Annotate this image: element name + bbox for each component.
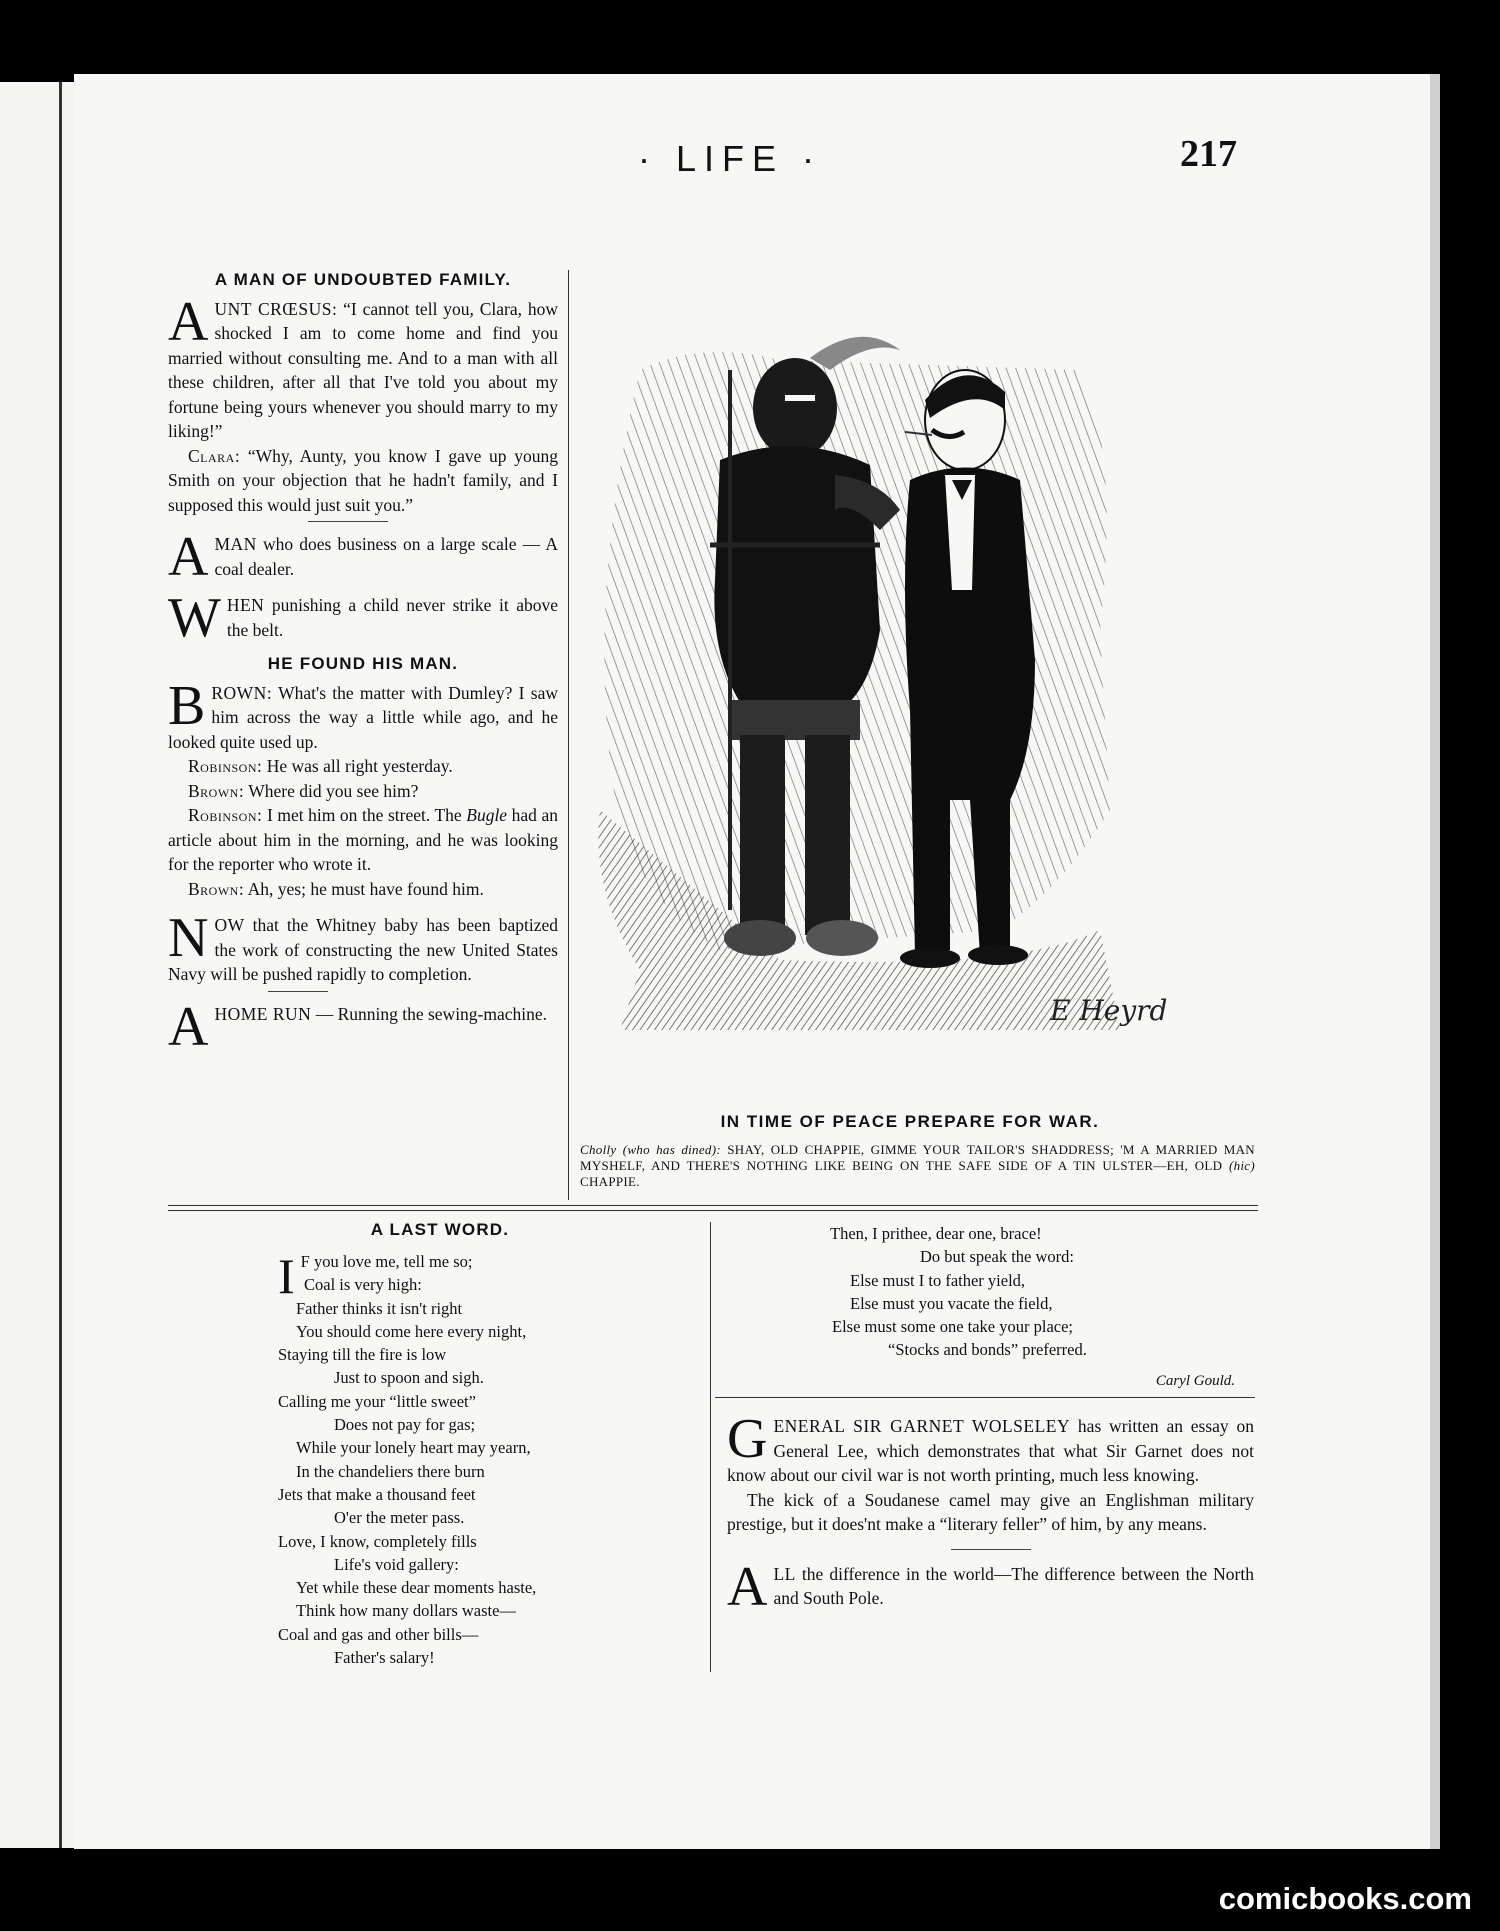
joke <box>168 526 558 588</box>
speaker: Brown: <box>188 780 245 801</box>
paragraph: The kick of a Soudanese camel may give an Englishman military prestige, but it does'nt make a “literary feller” of him, by any means. <box>727 1489 1254 1534</box>
text: ENERAL SIR GARNET WOLSELEY <box>773 1416 1071 1436</box>
drop-cap: W <box>168 587 221 649</box>
poem-line: Does not pay for gas; <box>334 1415 476 1435</box>
text: HOME RUN <box>214 1003 312 1024</box>
drop-cap: I <box>278 1248 295 1304</box>
facing-page-edge <box>0 82 74 1848</box>
cartoon-title: IN TIME OF PEACE PREPARE FOR WAR. <box>720 1112 1100 1131</box>
text: punishing a child never strike it above the belt. <box>226 595 558 640</box>
poem-line: Yet while these dear moments haste, <box>296 1578 537 1598</box>
paragraph <box>168 290 558 444</box>
poem-line: Life's void gallery: <box>334 1554 459 1574</box>
poem-line: Love, I know, completely fills <box>278 1531 477 1551</box>
text: HEN <box>226 595 265 615</box>
poem-line: Coal and gas and other bills— <box>278 1624 479 1644</box>
drop-cap: A <box>168 995 209 1058</box>
divider <box>268 991 328 992</box>
drop-cap: A <box>727 1555 768 1618</box>
text: “Why, Aunty, you know I gave up young Smith on your objection that he hadn't family, and I supposed this would just suit you.” <box>168 445 558 515</box>
paragraph <box>168 803 558 877</box>
text: LL <box>773 1563 796 1584</box>
poem-left <box>278 1250 608 1669</box>
poem-line: Coal is very high: <box>304 1275 422 1295</box>
column-rule <box>710 1222 711 1672</box>
poem-line: “Stocks and bonds” preferred. <box>888 1340 1087 1360</box>
text: — Running the sewing-machine. <box>311 1003 548 1024</box>
text: Where did you see him? <box>244 780 419 801</box>
gutter-line <box>59 82 62 1848</box>
text: SHAY, OLD CHAPPIE, GIMME YOUR TAILOR'S SHADDRESS; 'M A MARRIED MAN MYSHELF, AND THERE'S NOTHING LIKE BEING ON THE SAFE SIDE OF A TIN ULSTER—EH, OLD <box>580 1142 1255 1173</box>
poem-line: Think how many dollars waste— <box>296 1601 516 1621</box>
poem-line: O'er the meter pass. <box>334 1508 465 1528</box>
speaker: Robinson: <box>188 805 263 825</box>
text: What's the matter with Dumley? I saw him across the way a little while ago, and he looked quite used up. <box>168 682 558 752</box>
newspaper-name: Bugle <box>466 805 508 825</box>
paragraph <box>168 779 558 804</box>
text: CHAPPIE. <box>580 1174 640 1189</box>
artist-signature: E Heyrd <box>1050 994 1168 1027</box>
poem-line: Then, I prithee, dear one, brace! <box>830 1224 1042 1243</box>
paragraph <box>168 444 558 518</box>
column-rule <box>568 270 569 1200</box>
poem-line: Just to spoon and sigh. <box>334 1368 484 1388</box>
divider <box>308 521 388 522</box>
drop-cap: A <box>168 290 209 353</box>
drop-cap: G <box>727 1408 768 1470</box>
text: I met him on the street. The <box>262 805 467 825</box>
right-column <box>727 1408 1254 1618</box>
poem-line: Else must you vacate the field, <box>850 1293 1053 1313</box>
cartoon-caption <box>580 1142 1255 1190</box>
text: MAN <box>214 534 257 554</box>
page-edge <box>1430 74 1440 1849</box>
text: has written an essay on General Lee, which demonstrates that what Sir Garnet does not know about our civil war is not worth printing, much less knowing. <box>727 1416 1254 1485</box>
speaker: ROWN: <box>211 682 273 703</box>
poem-right <box>830 1222 1250 1393</box>
article-title: A MAN OF UNDOUBTED FAMILY. <box>214 270 512 289</box>
text: the difference in the world—The difference between the North and South Pole. <box>773 1563 1254 1608</box>
joke <box>727 1555 1254 1618</box>
speaker: Robinson: <box>188 756 263 776</box>
joke <box>168 587 558 649</box>
divider <box>951 1549 1031 1550</box>
poem-line: Calling me your “little sweet” <box>278 1391 476 1411</box>
poem-line: Else must some one take your place; <box>832 1317 1074 1337</box>
poem-line: Else must I to father yield, <box>850 1270 1026 1290</box>
poem-line: Do but speak the word: <box>920 1247 1074 1267</box>
paragraph <box>727 1408 1254 1488</box>
text: that the Whitney baby has been baptized the work of constructing the new United States Navy will be pushed rapidly to completion. <box>168 915 558 984</box>
text: who does business on a large scale — A coal dealer. <box>214 534 558 579</box>
poem-line: In the chandeliers there burn <box>296 1461 485 1481</box>
speaker: Cholly (who has dined): <box>580 1142 721 1157</box>
article-title: HE FOUND HIS MAN. <box>267 654 459 673</box>
poem-author: Caryl Gould. <box>1155 1372 1235 1389</box>
joke <box>168 907 558 987</box>
speaker: Brown: <box>188 878 245 899</box>
watermark: comicbooks.com <box>1218 1881 1472 1916</box>
text: OW <box>214 915 245 935</box>
poem-line: You should come here every night, <box>296 1321 527 1341</box>
paragraph <box>168 877 558 902</box>
text: “I cannot tell you, Clara, how shocked I am to come home and find you married without consulting me. And to a man with all these children, after all that I've told you about my fortune being yours whenever you should marry to my liking!” <box>168 298 558 441</box>
section-rule <box>168 1205 1258 1206</box>
speaker: Clara: <box>188 445 241 466</box>
speaker: UNT CRŒSUS: <box>214 298 338 319</box>
text: (hic) <box>1228 1158 1255 1173</box>
text: had an article about him in the morning, and he was looking for the reporter who wrote it. <box>168 805 558 874</box>
poem-line: Jets that make a thousand feet <box>278 1484 476 1504</box>
section-rule <box>168 1210 1258 1211</box>
poem-line: F you love me, tell me so; <box>300 1252 473 1271</box>
joke <box>168 995 558 1058</box>
poem-line: Father's salary! <box>334 1648 435 1668</box>
drop-cap: N <box>168 907 209 969</box>
poem-line: Father thinks it isn't right <box>296 1298 463 1318</box>
illustration <box>580 330 1168 1050</box>
poem-line: While your lonely heart may yearn, <box>296 1438 531 1458</box>
page-number: 217 <box>1180 133 1237 175</box>
drop-cap: B <box>168 674 206 737</box>
paragraph <box>168 674 558 755</box>
text: He was all right yesterday. <box>262 756 453 776</box>
left-column <box>168 268 558 1058</box>
drop-cap: A <box>168 526 209 588</box>
poem-line: Staying till the fire is low <box>278 1345 447 1365</box>
poem-title: A LAST WORD. <box>370 1220 510 1239</box>
magazine-title: · LIFE · <box>637 138 822 179</box>
text: Ah, yes; he must have found him. <box>244 878 484 899</box>
paragraph <box>168 754 558 779</box>
section-rule <box>715 1397 1255 1398</box>
